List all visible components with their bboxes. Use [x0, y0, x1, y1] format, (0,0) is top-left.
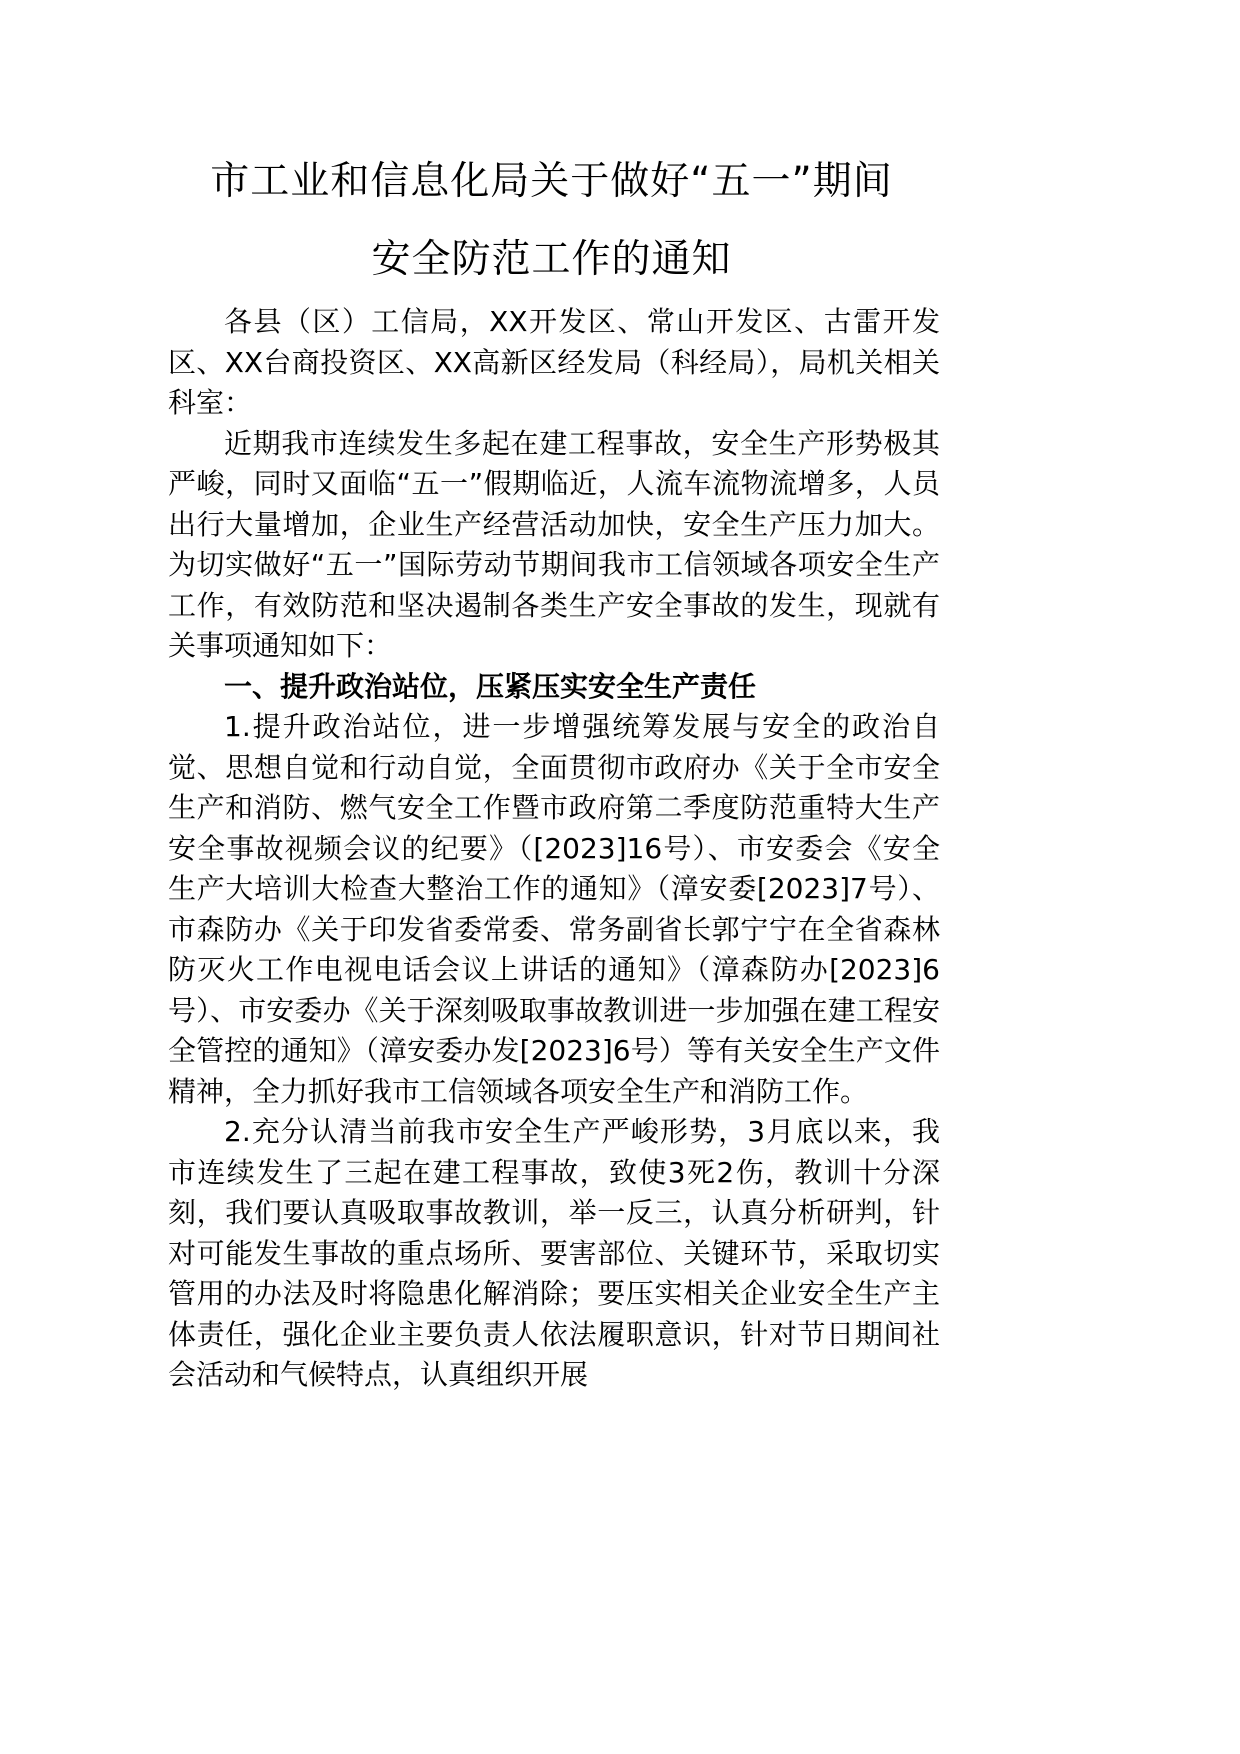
salutation-paragraph: 各县（区）工信局，XX开发区、常山开发区、古雷开发区、XX台商投资区、XX高新区经发局（科经局），局机关相关科室：: [168, 305, 940, 419]
section-1-heading: 一、提升政治站位，压紧压实安全生产责任: [224, 669, 757, 703]
intro-paragraph: 近期我市连续发生多起在建工程事故，安全生产形势极其严峻，同时又面临“五一”假期临近，人流车流物流增多，人员出行大量增加，企业生产经营活动加快，安全生产压力加大。为切实做好“五一”国际劳动节期间我市工信领域各项安全生产工作，有效防范和坚决遏制各类生产安全事故的发生，现就有关事项通知如下：: [168, 426, 940, 662]
document-title-line-2: 安全防范工作的通知: [371, 237, 732, 282]
item-1-paragraph: 1.提升政治站位，进一步增强统筹发展与安全的政治自觉、思想自觉和行动自觉，全面贯彻市政府办《关于全市安全生产和消防、燃气安全工作暨市政府第二季度防范重特大生产安全事故视频会议的纪要》（[2023]16号）、市安委会《安全生产大培训大检查大整治工作的通知》（漳安委[2023]7号）、市森防办《关于印发省委常委、常务副省长郭宁宁在全省森林防灭火工作电视电话会议上讲话的通知》（漳森防办[2023]6号）、市安委办《关于深刻吸取事故教训进一步加强在建工程安全管控的通知》（漳安委办发[2023]6号）等有关安全生产文件精神，全力抓好我市工信领域各项安全生产和消防工作。: [168, 710, 940, 1108]
item-2-paragraph: 2.充分认清当前我市安全生产严峻形势，3月底以来，我市连续发生了三起在建工程事故，致使3死2伤，教训十分深刻，我们要认真吸取事故教训，举一反三，认真分析研判，针对可能发生事故的重点场所、要害部位、关键环节，采取切实管用的办法及时将隐患化解消除；要压实相关企业安全生产主体责任，强化企业主要负责人依法履职意识，针对节日期间社会活动和气候特点，认真组织开展: [168, 1115, 940, 1391]
document-title-line-1: 市工业和信息化局关于做好“五一”期间: [210, 159, 893, 204]
document-body: [168, 302, 940, 1396]
